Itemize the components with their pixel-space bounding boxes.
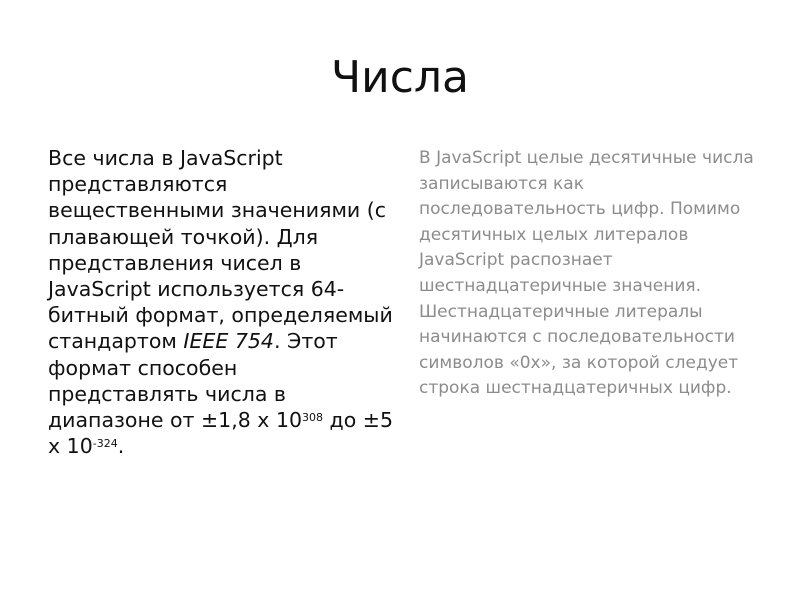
slide-title: Числа	[330, 52, 470, 103]
left-paragraph	[48, 145, 393, 459]
left-column-text	[48, 145, 393, 459]
left-text-part2: . Этот формат способен представлять числа в диапазоне от ±1,8 х 10	[48, 329, 338, 433]
left-text-part3: до ±5 х 10	[48, 408, 393, 459]
right-column-text	[419, 146, 769, 402]
left-text-part4: .	[117, 434, 125, 459]
left-text-part1: Все числа в JavaScript представляются вещественными значениями (с плавающей точкой). Для представления чисел в JavaScript используется 64-битный формат, определяемый стандартом	[48, 146, 393, 354]
exponent-max: 308	[302, 411, 324, 425]
right-paragraph: В JavaScript целые десятичные числа записываются как последовательность цифр. Помимо десятичных целых литералов JavaScript распознает шестнадцатеричные значения. Шестнадцатеричные литералы начинаются с последовательности символов «0х», за которой следует строка шестнадцатеричных цифр.	[419, 148, 754, 399]
standard-name: IEEE 754	[183, 329, 274, 354]
exponent-min: -324	[92, 437, 118, 451]
